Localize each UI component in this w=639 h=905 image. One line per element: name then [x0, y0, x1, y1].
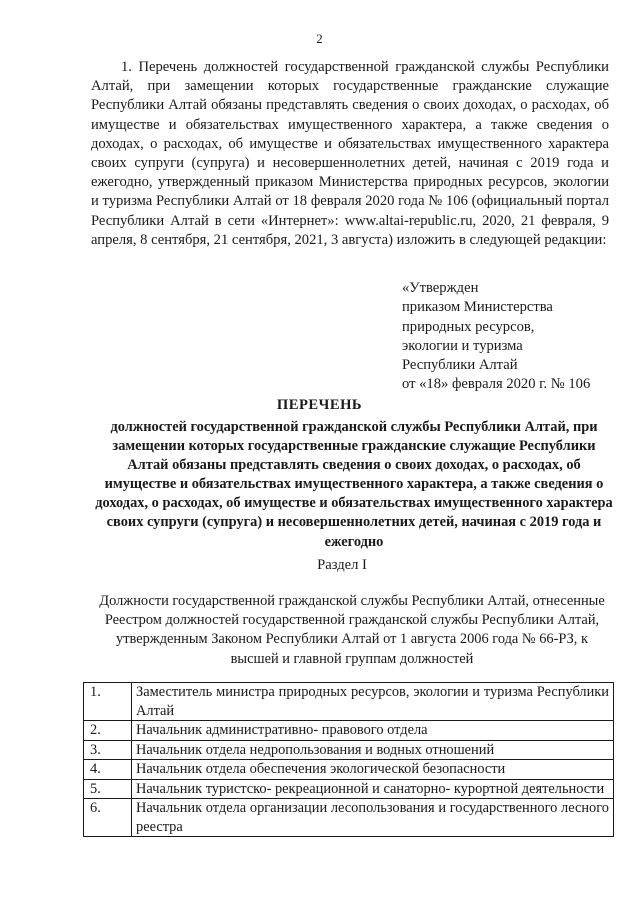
- table-row: [84, 721, 614, 741]
- position-name: Начальник отдела обеспечения экологической безопасности: [132, 760, 614, 780]
- page-number: 2: [316, 31, 323, 46]
- approval-line: природных ресурсов,: [402, 318, 535, 335]
- intro-paragraph: 1. Перечень должностей государственной гражданской службы Республики Алтай, при замещении которых государственные гражданские служащие Республики Алтай обязаны представлять сведения о своих доходах, о расходах, об имуществе и обязательствах имущественного характера, а также сведения о доходах, о расходах, об имуществе и обязательствах имущественного характера своих супруги (супруга) и несовершеннолетних детей, начиная с 2019 года и ежегодно, утвержденный приказом Министерства природных ресурсов, экологии и туризма Республики Алтай от 18 февраля 2020 года № 106 (официальный портал Республики Алтай в сети «Интернет»: www.altai-republic.ru, 2020, 21 февраля, 9 апреля, 8 сентября, 21 сентября, 2021, 3 августа) изложить в следующей редакции:: [91, 59, 609, 248]
- row-number: 4.: [84, 760, 132, 780]
- position-name: Начальник отдела недропользования и водных отношений: [132, 740, 614, 760]
- approval-stamp: [402, 279, 632, 395]
- row-number: 3.: [84, 740, 132, 760]
- position-name: Начальник административно- правового отдела: [132, 721, 614, 741]
- table-row: [84, 799, 614, 837]
- document-title: ПЕРЕЧЕНЬ: [276, 397, 363, 413]
- table-row: [84, 740, 614, 760]
- position-name: Начальник туристско- рекреационной и санаторно- курортной деятельности: [132, 779, 614, 799]
- approval-line: Республики Алтай: [402, 357, 518, 374]
- position-name: Заместитель министра природных ресурсов, экологии и туризма Республики Алтай: [132, 683, 614, 721]
- row-number: 5.: [84, 779, 132, 799]
- row-number: 2.: [84, 721, 132, 741]
- position-name: Начальник отдела организации лесопользования и государственного лесного реестра: [132, 799, 614, 837]
- positions-table: [83, 682, 614, 837]
- section-title: Раздел I: [317, 557, 367, 573]
- approval-line: от «18» февраля 2020 г. № 106: [402, 376, 591, 393]
- approval-line: «Утвержден: [402, 280, 479, 296]
- table-row: [84, 683, 614, 721]
- approval-line: экологии и туризма: [402, 337, 523, 354]
- table-row: [84, 779, 614, 799]
- section-description: Должности государственной гражданской службы Республики Алтай, отнесенные Реестром должностей государственной гражданской службы Республики Алтай, утвержденным Законом Республики Алтай от 1 августа 2006 года № 66-РЗ, к высшей и главной группам должностей: [99, 593, 605, 667]
- row-number: 1.: [84, 683, 132, 721]
- row-number: 6.: [84, 799, 132, 837]
- table-row: [84, 760, 614, 780]
- approval-line: приказом Министерства: [402, 299, 553, 316]
- document-subtitle: должностей государственной гражданской службы Республики Алтай, при замещении которых государственные гражданские служащие Республики Алтай обязаны представлять сведения о своих доходах, о расходах, об имуществе и обязательствах имущественного характера, а также сведения о доходах, о расходах, об имуществе и обязательствах имущественного характера своих супруги (супруга) и несовершеннолетних детей, начиная с 2019 года и ежегодно: [95, 419, 613, 550]
